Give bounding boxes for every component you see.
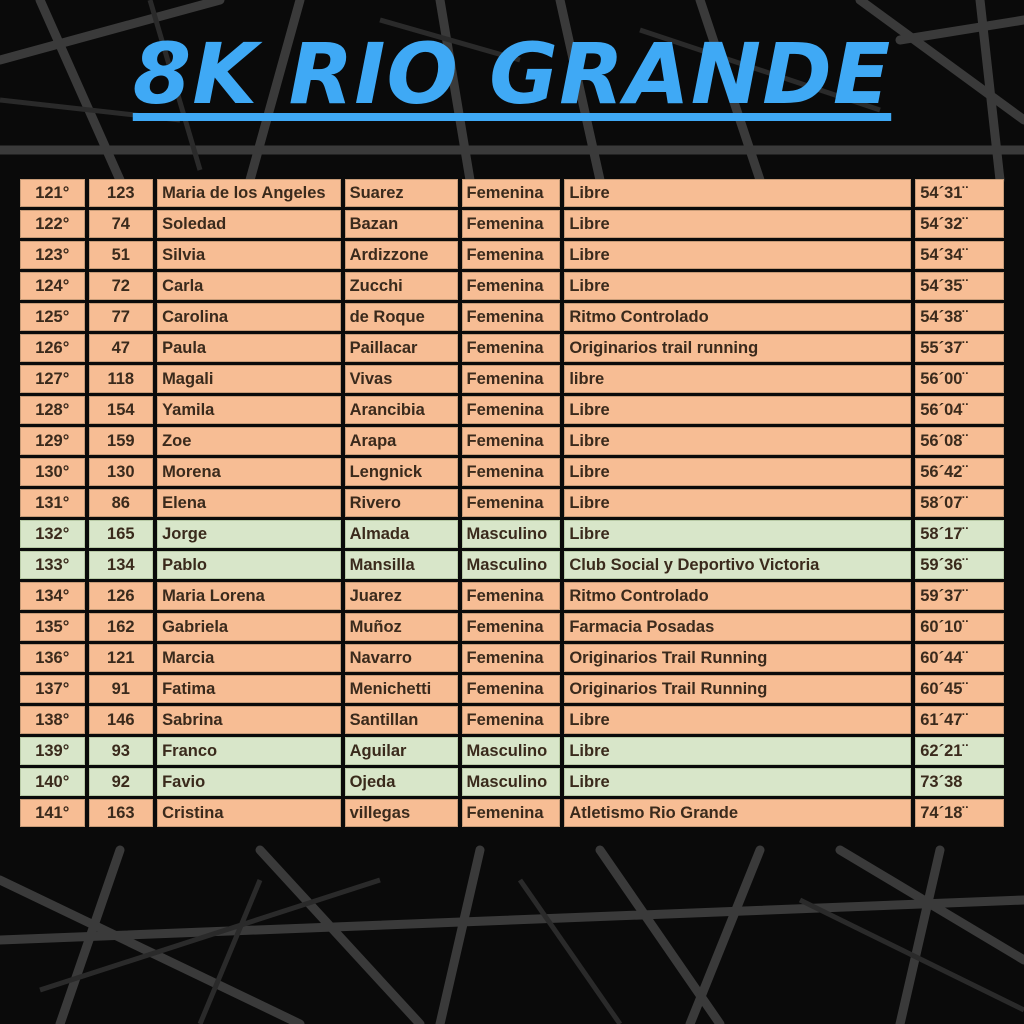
first-name-cell: Morena bbox=[157, 458, 341, 486]
last-name-cell: Vivas bbox=[345, 365, 458, 393]
first-name-cell: Silvia bbox=[157, 241, 341, 269]
last-name-cell: Menichetti bbox=[345, 675, 458, 703]
last-name-cell: Paillacar bbox=[345, 334, 458, 362]
time-cell: 73´38 bbox=[915, 768, 1004, 796]
time-cell: 55´37¨ bbox=[915, 334, 1004, 362]
category-cell: Femenina bbox=[462, 334, 561, 362]
table-row bbox=[20, 396, 1004, 424]
bib-number-cell: 162 bbox=[89, 613, 154, 641]
position-cell: 125° bbox=[20, 303, 85, 331]
position-cell: 129° bbox=[20, 427, 85, 455]
bib-number-cell: 77 bbox=[89, 303, 154, 331]
team-cell: Originarios trail running bbox=[564, 334, 911, 362]
first-name-cell: Pablo bbox=[157, 551, 341, 579]
first-name-cell: Favio bbox=[157, 768, 341, 796]
last-name-cell: Ardizzone bbox=[345, 241, 458, 269]
results-body bbox=[20, 179, 1004, 827]
last-name-cell: Zucchi bbox=[345, 272, 458, 300]
first-name-cell: Marcia bbox=[157, 644, 341, 672]
bib-number-cell: 123 bbox=[89, 179, 154, 207]
first-name-cell: Gabriela bbox=[157, 613, 341, 641]
bib-number-cell: 74 bbox=[89, 210, 154, 238]
first-name-cell: Elena bbox=[157, 489, 341, 517]
position-cell: 122° bbox=[20, 210, 85, 238]
last-name-cell: Aguilar bbox=[345, 737, 458, 765]
first-name-cell: Sabrina bbox=[157, 706, 341, 734]
category-cell: Femenina bbox=[462, 706, 561, 734]
team-cell: Libre bbox=[564, 272, 911, 300]
team-cell: Atletismo Rio Grande bbox=[564, 799, 911, 827]
table-row bbox=[20, 675, 1004, 703]
table-row bbox=[20, 768, 1004, 796]
table-row bbox=[20, 427, 1004, 455]
bib-number-cell: 154 bbox=[89, 396, 154, 424]
first-name-cell: Magali bbox=[157, 365, 341, 393]
table-row bbox=[20, 551, 1004, 579]
time-cell: 61´47¨ bbox=[915, 706, 1004, 734]
first-name-cell: Yamila bbox=[157, 396, 341, 424]
team-cell: Ritmo Controlado bbox=[564, 303, 911, 331]
last-name-cell: Arapa bbox=[345, 427, 458, 455]
team-cell: Libre bbox=[564, 458, 911, 486]
time-cell: 56´00¨ bbox=[915, 365, 1004, 393]
table-row bbox=[20, 272, 1004, 300]
table-row bbox=[20, 210, 1004, 238]
position-cell: 133° bbox=[20, 551, 85, 579]
team-cell: Club Social y Deportivo Victoria bbox=[564, 551, 911, 579]
time-cell: 54´35¨ bbox=[915, 272, 1004, 300]
first-name-cell: Maria Lorena bbox=[157, 582, 341, 610]
time-cell: 74´18¨ bbox=[915, 799, 1004, 827]
table-row bbox=[20, 799, 1004, 827]
first-name-cell: Carolina bbox=[157, 303, 341, 331]
time-cell: 60´44¨ bbox=[915, 644, 1004, 672]
last-name-cell: Navarro bbox=[345, 644, 458, 672]
last-name-cell: Santillan bbox=[345, 706, 458, 734]
bib-number-cell: 163 bbox=[89, 799, 154, 827]
first-name-cell: Franco bbox=[157, 737, 341, 765]
table-row bbox=[20, 365, 1004, 393]
first-name-cell: Soledad bbox=[157, 210, 341, 238]
bib-number-cell: 72 bbox=[89, 272, 154, 300]
time-cell: 58´17¨ bbox=[915, 520, 1004, 548]
position-cell: 137° bbox=[20, 675, 85, 703]
table-row bbox=[20, 613, 1004, 641]
last-name-cell: Muñoz bbox=[345, 613, 458, 641]
position-cell: 136° bbox=[20, 644, 85, 672]
bib-number-cell: 93 bbox=[89, 737, 154, 765]
bib-number-cell: 159 bbox=[89, 427, 154, 455]
bib-number-cell: 165 bbox=[89, 520, 154, 548]
bib-number-cell: 51 bbox=[89, 241, 154, 269]
bib-number-cell: 134 bbox=[89, 551, 154, 579]
category-cell: Femenina bbox=[462, 272, 561, 300]
position-cell: 140° bbox=[20, 768, 85, 796]
first-name-cell: Maria de los Angeles bbox=[157, 179, 341, 207]
team-cell: Libre bbox=[564, 706, 911, 734]
table-row bbox=[20, 582, 1004, 610]
position-cell: 141° bbox=[20, 799, 85, 827]
table-row bbox=[20, 179, 1004, 207]
position-cell: 126° bbox=[20, 334, 85, 362]
bib-number-cell: 130 bbox=[89, 458, 154, 486]
category-cell: Femenina bbox=[462, 303, 561, 331]
first-name-cell: Zoe bbox=[157, 427, 341, 455]
bib-number-cell: 92 bbox=[89, 768, 154, 796]
bib-number-cell: 91 bbox=[89, 675, 154, 703]
position-cell: 121° bbox=[20, 179, 85, 207]
category-cell: Femenina bbox=[462, 582, 561, 610]
table-row bbox=[20, 520, 1004, 548]
table-row bbox=[20, 303, 1004, 331]
last-name-cell: de Roque bbox=[345, 303, 458, 331]
last-name-cell: Almada bbox=[345, 520, 458, 548]
bib-number-cell: 86 bbox=[89, 489, 154, 517]
time-cell: 54´31¨ bbox=[915, 179, 1004, 207]
team-cell: Libre bbox=[564, 179, 911, 207]
table-row bbox=[20, 644, 1004, 672]
team-cell: Originarios Trail Running bbox=[564, 675, 911, 703]
category-cell: Masculino bbox=[462, 768, 561, 796]
bib-number-cell: 121 bbox=[89, 644, 154, 672]
table-row bbox=[20, 737, 1004, 765]
first-name-cell: Paula bbox=[157, 334, 341, 362]
table-row bbox=[20, 489, 1004, 517]
team-cell: Libre bbox=[564, 210, 911, 238]
category-cell: Masculino bbox=[462, 737, 561, 765]
table-row bbox=[20, 458, 1004, 486]
category-cell: Femenina bbox=[462, 489, 561, 517]
team-cell: Ritmo Controlado bbox=[564, 582, 911, 610]
team-cell: Libre bbox=[564, 768, 911, 796]
position-cell: 131° bbox=[20, 489, 85, 517]
time-cell: 54´34¨ bbox=[915, 241, 1004, 269]
bib-number-cell: 118 bbox=[89, 365, 154, 393]
bib-number-cell: 146 bbox=[89, 706, 154, 734]
last-name-cell: Juarez bbox=[345, 582, 458, 610]
category-cell: Femenina bbox=[462, 210, 561, 238]
team-cell: Libre bbox=[564, 520, 911, 548]
last-name-cell: Suarez bbox=[345, 179, 458, 207]
position-cell: 138° bbox=[20, 706, 85, 734]
results-table bbox=[16, 176, 1008, 830]
bib-number-cell: 47 bbox=[89, 334, 154, 362]
category-cell: Masculino bbox=[462, 520, 561, 548]
page-title: 8K RIO GRANDE bbox=[132, 25, 892, 123]
time-cell: 54´38¨ bbox=[915, 303, 1004, 331]
time-cell: 59´36¨ bbox=[915, 551, 1004, 579]
table-row bbox=[20, 706, 1004, 734]
last-name-cell: Mansilla bbox=[345, 551, 458, 579]
time-cell: 59´37¨ bbox=[915, 582, 1004, 610]
team-cell: Libre bbox=[564, 241, 911, 269]
last-name-cell: Ojeda bbox=[345, 768, 458, 796]
category-cell: Masculino bbox=[462, 551, 561, 579]
position-cell: 123° bbox=[20, 241, 85, 269]
position-cell: 130° bbox=[20, 458, 85, 486]
team-cell: Farmacia Posadas bbox=[564, 613, 911, 641]
first-name-cell: Cristina bbox=[157, 799, 341, 827]
team-cell: Libre bbox=[564, 427, 911, 455]
last-name-cell: Arancibia bbox=[345, 396, 458, 424]
team-cell: libre bbox=[564, 365, 911, 393]
first-name-cell: Fatima bbox=[157, 675, 341, 703]
position-cell: 127° bbox=[20, 365, 85, 393]
time-cell: 56´04¨ bbox=[915, 396, 1004, 424]
position-cell: 135° bbox=[20, 613, 85, 641]
category-cell: Femenina bbox=[462, 675, 561, 703]
position-cell: 124° bbox=[20, 272, 85, 300]
position-cell: 128° bbox=[20, 396, 85, 424]
time-cell: 60´10¨ bbox=[915, 613, 1004, 641]
team-cell: Libre bbox=[564, 489, 911, 517]
position-cell: 139° bbox=[20, 737, 85, 765]
time-cell: 54´32¨ bbox=[915, 210, 1004, 238]
position-cell: 134° bbox=[20, 582, 85, 610]
category-cell: Femenina bbox=[462, 365, 561, 393]
time-cell: 60´45¨ bbox=[915, 675, 1004, 703]
first-name-cell: Carla bbox=[157, 272, 341, 300]
time-cell: 58´07¨ bbox=[915, 489, 1004, 517]
position-cell: 132° bbox=[20, 520, 85, 548]
last-name-cell: villegas bbox=[345, 799, 458, 827]
last-name-cell: Lengnick bbox=[345, 458, 458, 486]
team-cell: Originarios Trail Running bbox=[564, 644, 911, 672]
time-cell: 56´42¨ bbox=[915, 458, 1004, 486]
category-cell: Femenina bbox=[462, 799, 561, 827]
table-row bbox=[20, 334, 1004, 362]
bib-number-cell: 126 bbox=[89, 582, 154, 610]
time-cell: 62´21¨ bbox=[915, 737, 1004, 765]
time-cell: 56´08¨ bbox=[915, 427, 1004, 455]
category-cell: Femenina bbox=[462, 241, 561, 269]
category-cell: Femenina bbox=[462, 458, 561, 486]
last-name-cell: Rivero bbox=[345, 489, 458, 517]
category-cell: Femenina bbox=[462, 396, 561, 424]
table-row bbox=[20, 241, 1004, 269]
team-cell: Libre bbox=[564, 396, 911, 424]
category-cell: Femenina bbox=[462, 613, 561, 641]
category-cell: Femenina bbox=[462, 179, 561, 207]
category-cell: Femenina bbox=[462, 644, 561, 672]
first-name-cell: Jorge bbox=[157, 520, 341, 548]
team-cell: Libre bbox=[564, 737, 911, 765]
category-cell: Femenina bbox=[462, 427, 561, 455]
last-name-cell: Bazan bbox=[345, 210, 458, 238]
